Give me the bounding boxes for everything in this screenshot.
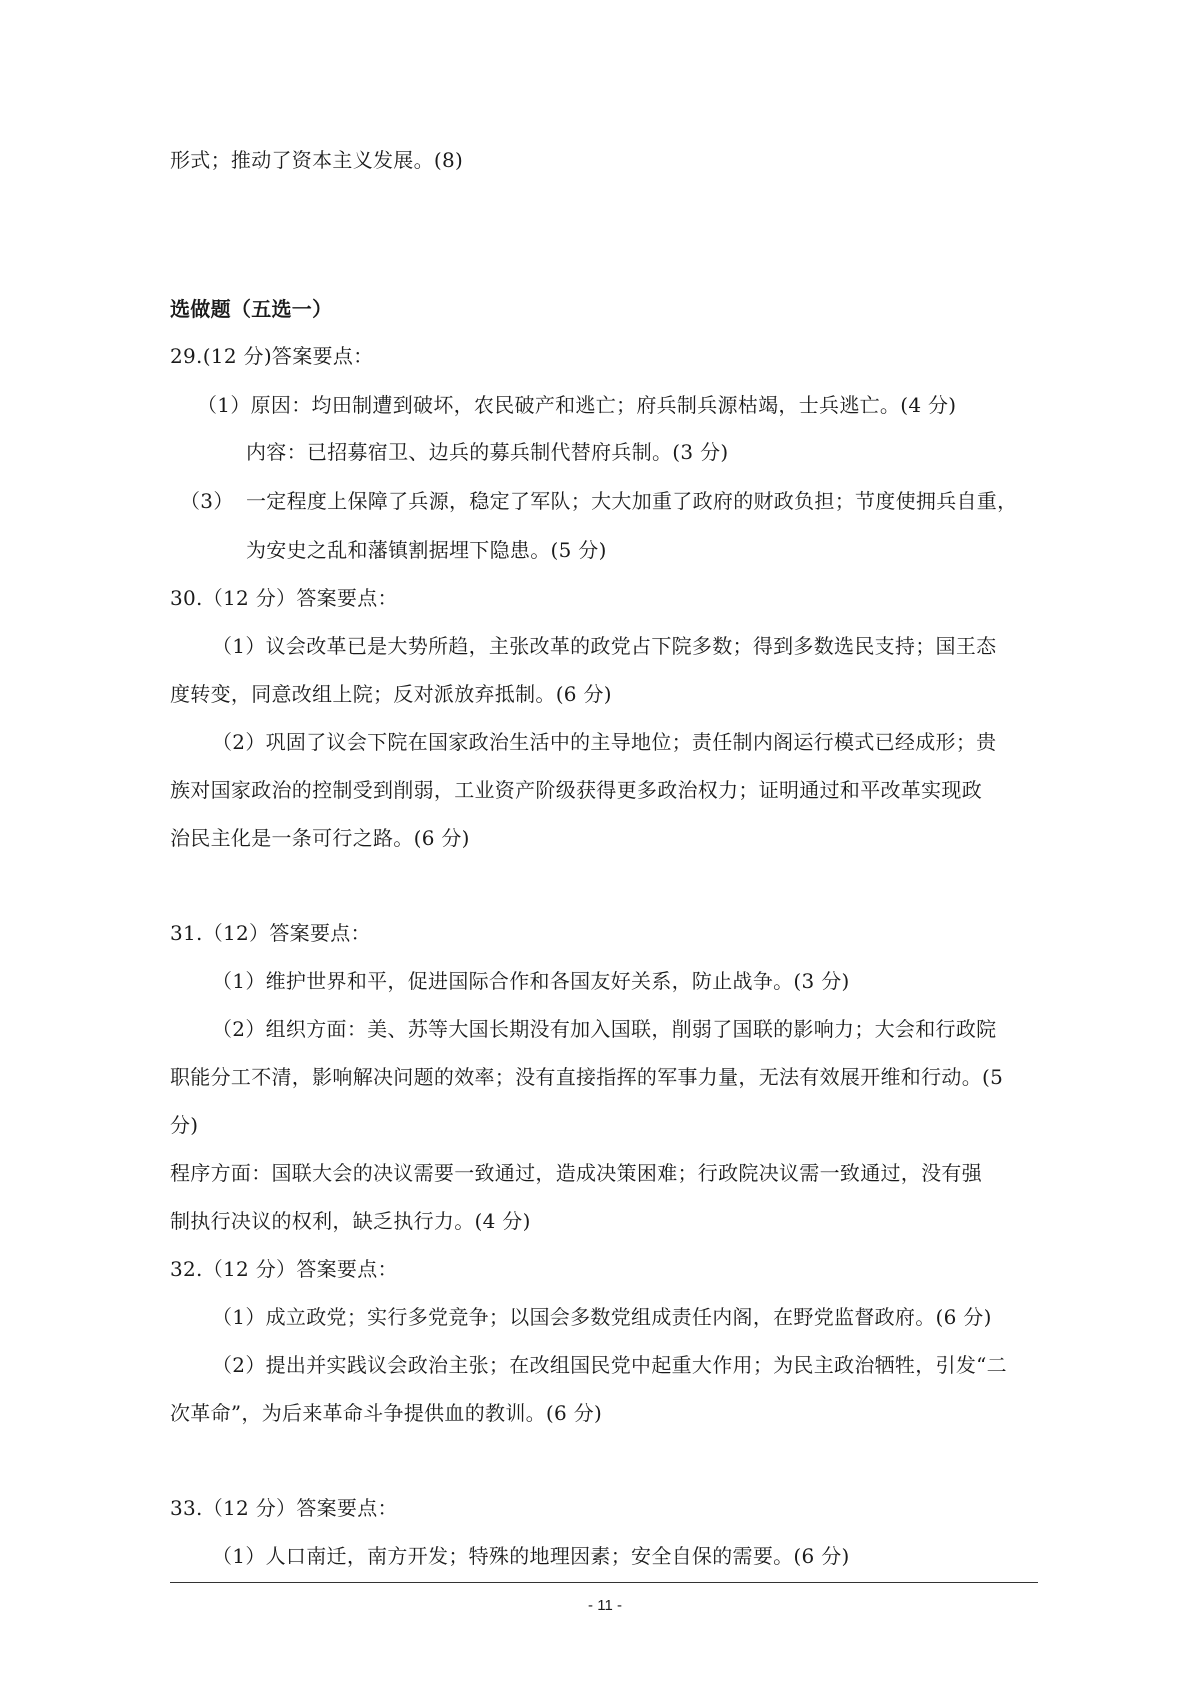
- text-line: （1）原因：均田制遭到破坏，农民破产和逃亡；府兵制兵源枯竭，士兵逃亡。(4 分): [197, 393, 957, 417]
- question-header: 29.(12 分)答案要点：: [170, 344, 374, 368]
- text-line: （2）组织方面：美、苏等大国长期没有加入国联，削弱了国联的影响力；大会和行政院: [212, 1017, 997, 1041]
- text-line: 程序方面：国联大会的决议需要一致通过，造成决策困难；行政院决议需一致通过，没有强: [170, 1161, 982, 1185]
- text-line: 形式；推动了资本主义发展。(8): [170, 148, 464, 172]
- section-heading: 选做题（五选一）: [170, 297, 333, 321]
- question-header: 33.（12 分）答案要点：: [170, 1496, 398, 1520]
- text-line: （1）维护世界和平，促进国际合作和各国友好关系，防止战争。(3 分): [212, 969, 850, 993]
- page-number: - 11 -: [588, 1597, 622, 1614]
- text-line: 内容：已招募宿卫、边兵的募兵制代替府兵制。(3 分): [246, 440, 729, 464]
- text-line: 治民主化是一条可行之路。(6 分): [170, 826, 470, 850]
- text-line: 分): [170, 1113, 199, 1137]
- question-header: 30.（12 分）答案要点：: [170, 586, 398, 610]
- text-line: 制执行决议的权利，缺乏执行力。(4 分): [170, 1209, 531, 1233]
- footer-divider: [170, 1582, 1038, 1583]
- text-line: 职能分工不清，影响解决问题的效率；没有直接指挥的军事力量，无法有效展开维和行动。(5: [170, 1065, 1004, 1089]
- question-header: 31.（12）答案要点：: [170, 921, 371, 945]
- item-marker: （3）: [180, 489, 234, 513]
- text-line: 次革命”，为后来革命斗争提供血的教训。(6 分): [170, 1401, 603, 1425]
- text-line: 一定程度上保障了兵源，稳定了军队；大大加重了政府的财政负担；节度使拥兵自重，: [246, 489, 1018, 513]
- question-header: 32.（12 分）答案要点：: [170, 1257, 398, 1281]
- text-line: 族对国家政治的控制受到削弱，工业资产阶级获得更多政治权力；证明通过和平改革实现政: [170, 778, 982, 802]
- text-line: （2）提出并实践议会政治主张；在改组国民党中起重大作用；为民主政治牺牲，引发“二: [212, 1353, 1007, 1377]
- text-line: 为安史之乱和藩镇割据埋下隐患。(5 分): [246, 538, 607, 562]
- text-line: （2）巩固了议会下院在国家政治生活中的主导地位；责任制内阁运行模式已经成形；贵: [212, 730, 997, 754]
- text-line: （1）人口南迁，南方开发；特殊的地理因素；安全自保的需要。(6 分): [212, 1544, 850, 1568]
- text-line: （1）议会改革已是大势所趋，主张改革的政党占下院多数；得到多数选民支持；国王态: [212, 634, 997, 658]
- text-line: 度转变，同意改组上院；反对派放弃抵制。(6 分): [170, 682, 612, 706]
- text-line: （1）成立政党；实行多党竞争；以国会多数党组成责任内阁，在野党监督政府。(6 分): [212, 1305, 992, 1329]
